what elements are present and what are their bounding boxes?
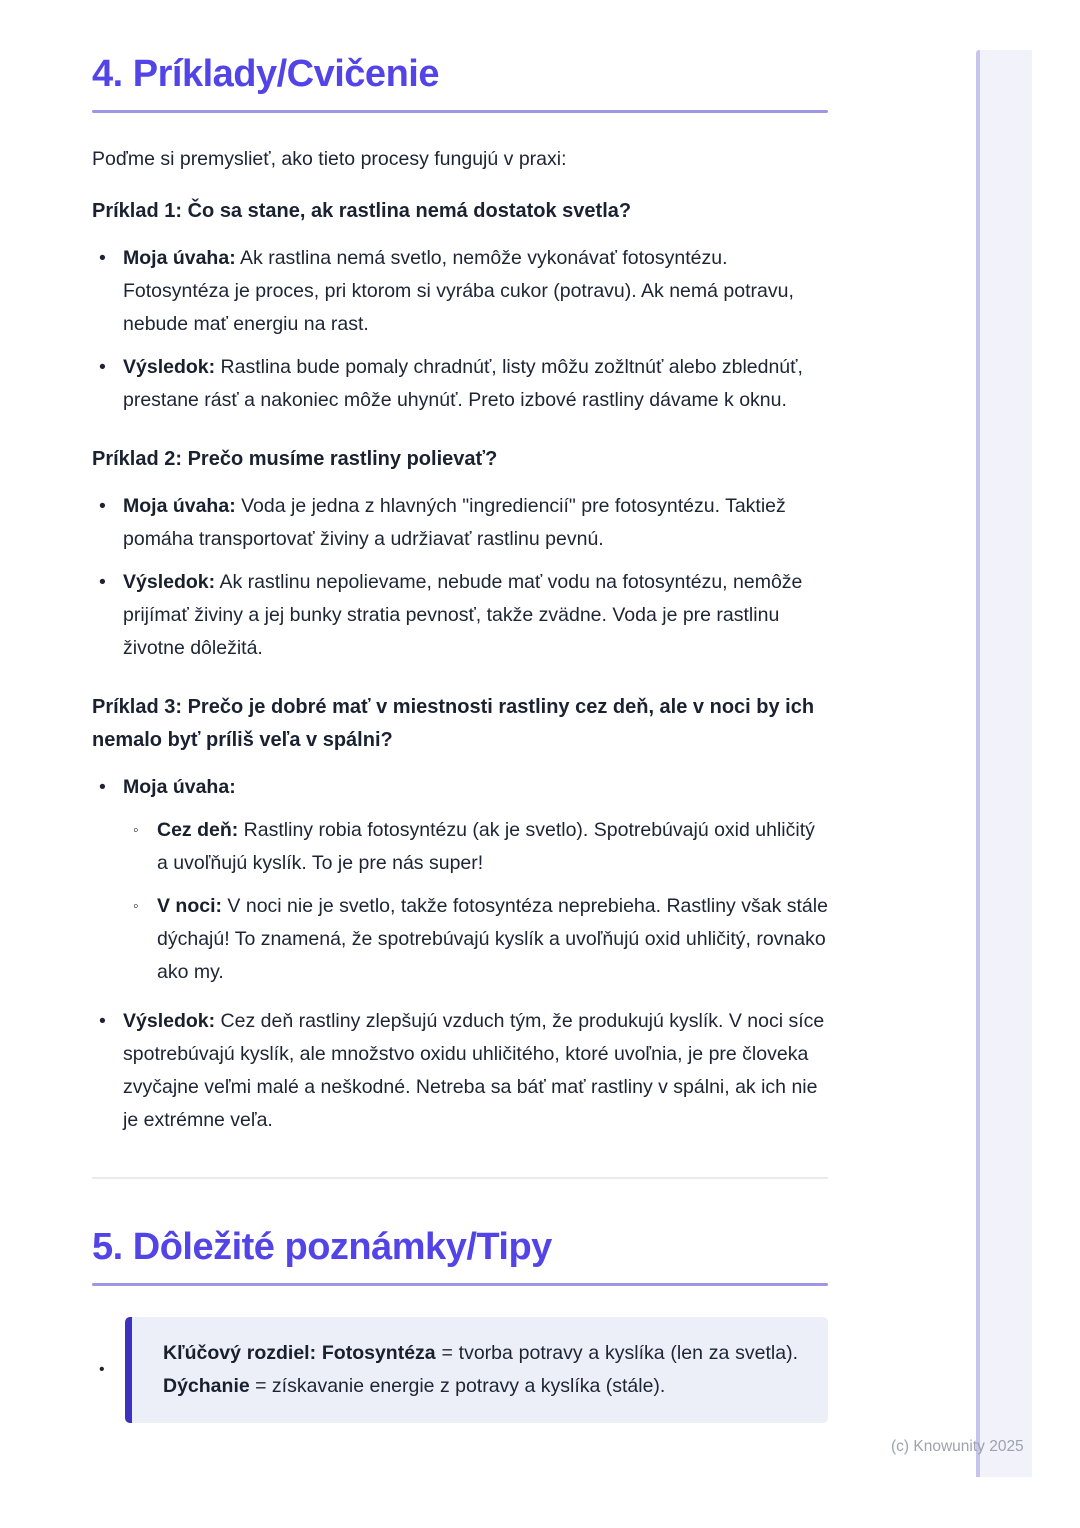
copyright-watermark: (c) Knowunity 2025 — [891, 1438, 1024, 1455]
bullet-icon: • — [99, 356, 106, 378]
list-item — [92, 490, 828, 556]
list-item-text — [123, 351, 828, 417]
bullet-label: Moja úvaha: — [123, 495, 236, 517]
list-item-text — [123, 771, 828, 804]
bullet-icon: • — [99, 776, 106, 798]
sub-list-item — [126, 890, 828, 989]
section-4-heading: 4. Príklady/Cvičenie — [92, 53, 439, 95]
bullet-icon: • — [99, 1361, 105, 1378]
bullet-icon: • — [99, 247, 106, 269]
section-5-heading-rule — [92, 1283, 828, 1286]
callout-text-segment: = tvorba potravy a kyslíka (len za svetla). — [435, 1342, 798, 1364]
section-divider — [92, 1177, 828, 1179]
bullet-label: Cez deň: — [157, 819, 239, 841]
bullet-body: Rastlina bude pomaly chradnúť, listy môžu zožltnúť alebo zblednúť, prestane rásť a nakoniec môže uhynúť. Preto izbové rastliny dávame k oknu. — [123, 356, 803, 411]
example-1-title: Príklad 1: Čo sa stane, ak rastlina nemá dostatok svetla? — [92, 200, 632, 222]
list-item — [92, 242, 828, 341]
bullet-label: V noci: — [157, 895, 223, 917]
list-item-text — [123, 242, 828, 341]
callout-text-segment: = získavanie energie z potravy a kyslíka (stále). — [249, 1375, 666, 1397]
list-item-text — [123, 490, 828, 556]
bullet-icon: • — [99, 1010, 106, 1032]
page-edge-strip — [976, 50, 1032, 1477]
bullet-icon: • — [99, 495, 106, 517]
bullet-body: Ak rastlinu nepolievame, nebude mať vodu na fotosyntézu, nemôže prijímať živiny a jej bunky stratia pevnosť, takže zvädne. Voda je pre rastlinu životne dôležitá. — [123, 571, 803, 659]
list-item-text — [123, 1005, 828, 1137]
bullet-body: Ak rastlina nemá svetlo, nemôže vykonávať fotosyntézu. Fotosyntéza je proces, pri ktorom si vyrába cukor (potravu). Ak nemá potravu, nebude mať energiu na rast. — [123, 247, 794, 335]
circle-bullet-icon: ◦ — [133, 898, 139, 915]
bullet-body: Voda je jedna z hlavných "ingrediencií" pre fotosyntézu. Taktiež pomáha transportovať živiny a udržiavať rastlinu pevnú. — [123, 495, 786, 550]
section-4-heading-rule — [92, 110, 828, 113]
list-item — [92, 566, 828, 665]
bullet-body: Cez deň rastliny zlepšujú vzduch tým, že produkujú kyslík. V noci síce spotrebúvajú kyslík, ale množstvo oxidu uhličitého, ktoré uvoľnia, je pre človeka zvyčajne veľmi malé a neškodné. Netreba sa báť mať rastliny v spálni, ak ich nie je extrémne veľa. — [123, 1010, 825, 1131]
callout-bold-segment: Dýchanie — [163, 1375, 250, 1397]
document-content — [92, 0, 828, 1423]
bullet-label: Moja úvaha: — [123, 776, 236, 798]
circle-bullet-icon: ◦ — [133, 822, 139, 839]
intro-paragraph: Poďme si premyslieť, ako tieto procesy fungujú v praxi: — [92, 148, 567, 170]
list-item — [92, 351, 828, 417]
list-item-text — [123, 566, 828, 665]
example-2-list — [92, 490, 828, 665]
bullet-body: Rastliny robia fotosyntézu (ak je svetlo). Spotrebúvajú oxid uhličitý a uvoľňujú kyslík. To je pre nás super! — [157, 819, 815, 874]
bullet-label: Výsledok: — [123, 356, 216, 378]
bullet-label: Výsledok: — [123, 571, 216, 593]
sub-list-item — [126, 814, 828, 880]
example-2-title: Príklad 2: Prečo musíme rastliny polievať? — [92, 448, 498, 470]
key-difference-callout — [125, 1317, 828, 1423]
callout-list-item — [92, 1317, 828, 1423]
example-3-title: Príklad 3: Prečo je dobré mať v miestnosti rastliny cez deň, ale v noci by ich nemalo byť príliš veľa v spálni? — [92, 696, 815, 751]
bullet-icon: • — [99, 571, 106, 593]
callout-bold-segment: Kľúčový rozdiel: Fotosyntéza — [163, 1342, 436, 1364]
bullet-body: V noci nie je svetlo, takže fotosyntéza neprebieha. Rastliny však stále dýchajú! To znamená, že spotrebúvajú kyslík a uvoľňujú oxid uhličitý, rovnako ako my. — [157, 895, 828, 983]
list-item — [92, 1005, 828, 1137]
example-3-sublist — [126, 814, 828, 989]
bullet-label: Moja úvaha: — [123, 247, 236, 269]
bullet-label: Výsledok: — [123, 1010, 216, 1032]
example-3-list — [92, 771, 828, 1137]
list-item-text — [157, 890, 828, 989]
list-item — [92, 771, 828, 804]
example-1-list — [92, 242, 828, 417]
list-item-text — [157, 814, 828, 880]
section-5-heading: 5. Dôležité poznámky/Tipy — [92, 1226, 552, 1268]
